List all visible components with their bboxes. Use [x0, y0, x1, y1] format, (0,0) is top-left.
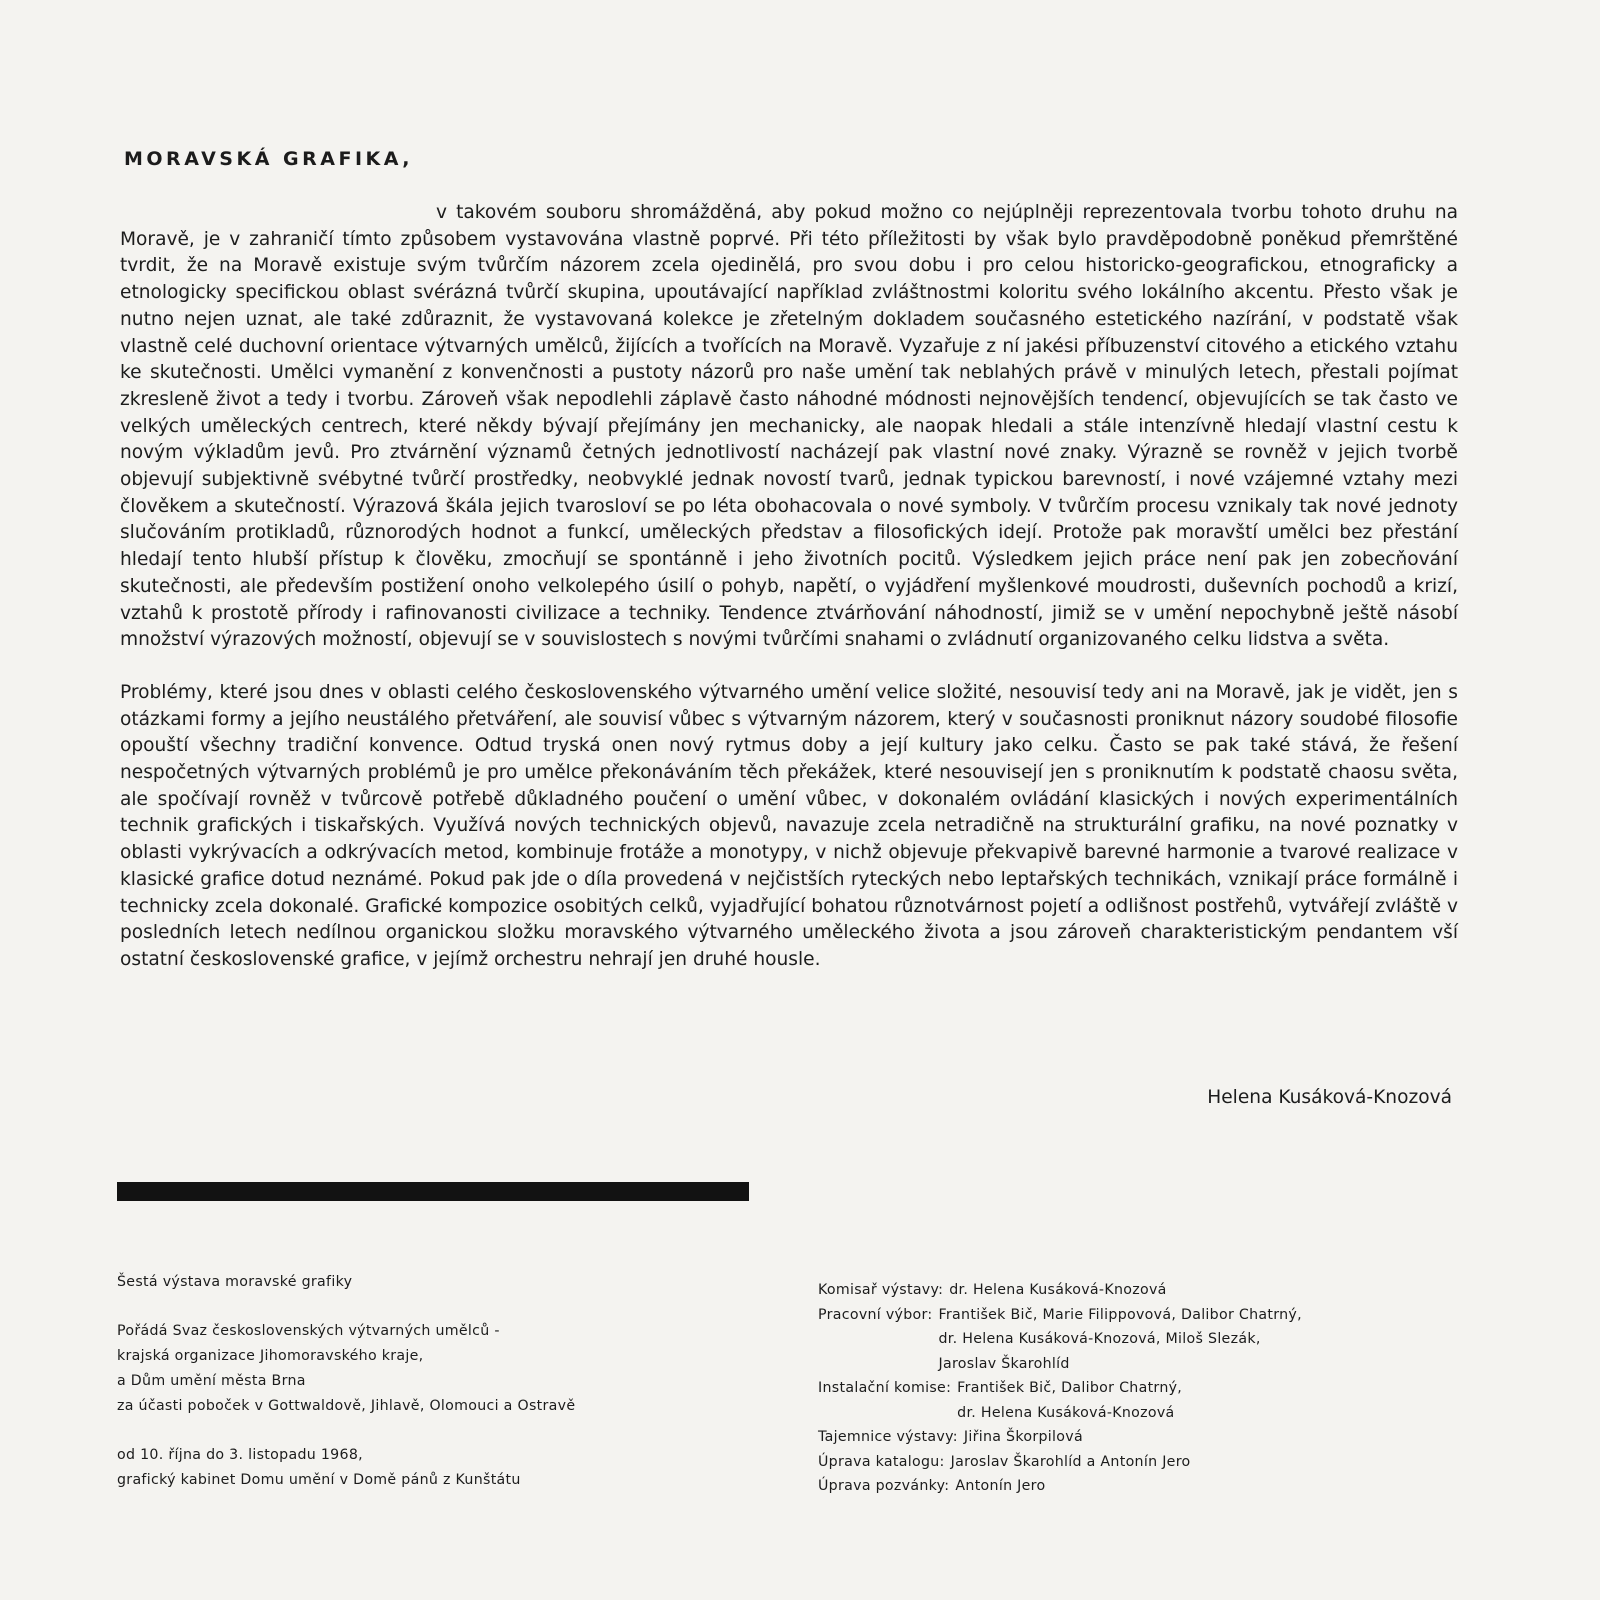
section-divider-bar: [117, 1182, 749, 1201]
exhibition-dates: od 10. října do 3. listopadu 1968,: [117, 1447, 363, 1463]
credit-value: František Bič, Dalibor Chatrný,: [957, 1380, 1183, 1396]
organizer-line: krajská organizace Jihomoravského kraje,: [117, 1348, 424, 1364]
exhibition-venue: grafický kabinet Domu umění v Domě pánů z Kunštátu: [117, 1472, 521, 1488]
credit-label: Komisař výstavy:: [818, 1282, 944, 1298]
organizer-line: za účasti poboček v Gottwaldově, Jihlavě, Olomouci a Ostravě: [117, 1398, 576, 1414]
credit-label: Úprava pozvánky:: [818, 1478, 950, 1494]
credit-value: Jiřina Škorpilová: [963, 1429, 1083, 1445]
credit-catalogue-design: [818, 1454, 1458, 1479]
credit-label: Pracovní výbor:: [818, 1306, 933, 1323]
credit-value: dr. Helena Kusáková-Knozová, Miloš Slezák,: [938, 1331, 1261, 1347]
organizer-line: Pořádá Svaz československých výtvarných umělců -: [117, 1323, 500, 1339]
credit-installation-committee: [818, 1380, 1458, 1429]
credit-label: Instalační komise:: [818, 1380, 952, 1396]
essay-paragraph-2: Problémy, které jsou dnes v oblasti celého československého výtvarného umění velice složité, nesouvisí tedy ani na Moravě, jak je vidět, jen s otázkami formy a jejího neustálého přetváření, ale souvisí vůbec s výtvarným názorem, který v současnosti proniknut názory soudobé filosofie opouští všechny tradiční konvence. Odtud tryská onen nový rytmus doby a její kultury jako celku. Často se pak také stává, že řešení nespočetných výtvarných problémů je pro umělce překonáváním těch překážek, které nesouvisejí jen s proniknutím k podstatě chaosu světa, ale spočívají rovněž v tvůrcově potřebě důkladného poučení o umění vůbec, v dokonalém ovládání klasických i nových experimentálních technik grafických i tiskařských. Využívá nových technických objevů, navazuje zcela netradičně na strukturální grafiku, na nové poznatky v oblasti vykrývacích a odkrývacích metod, kombinuje frotáže a monotypy, v nichž objevuje překvapivě barevné harmonie a tvarové realizace v klasické grafice dotud neznámé. Pokud pak jde o díla provedená v nejčistších ryteckých nebo leptařských technikách, vznikají práce formálně i technicky zcela dokonalé. Grafické kompozice osobitých celků, vyjadřující bohatou různotvárnost pojetí a odlišnost postřehů, vytvářejí zvláště v posledních letech nedílnou organickou složku moravského výtvarného uměleckého života a jsou zároveň charakteristickým pendantem vší ostatní československé grafice, v jejímž orchestru nehrají jen druhé housle.: [120, 681, 1458, 970]
credit-value: dr. Helena Kusáková-Knozová: [949, 1282, 1167, 1298]
credit-commissioner: [818, 1282, 1458, 1307]
exhibition-title: Šestá výstava moravské grafiky: [117, 1274, 353, 1290]
credits-list: [818, 1282, 1458, 1503]
credit-invitation-design: [818, 1478, 1458, 1503]
organizer-line: a Dům umění města Brna: [117, 1373, 306, 1389]
credit-value: František Bič, Marie Filippovová, Dalibor Chatrný,: [938, 1306, 1302, 1323]
credit-value: Jaroslav Škarohlíd: [938, 1355, 1070, 1372]
credit-secretary: [818, 1429, 1458, 1454]
credit-label: Tajemnice výstavy:: [818, 1429, 958, 1445]
credit-value: Antonín Jero: [955, 1478, 1046, 1494]
exhibition-info: [117, 1274, 737, 1497]
essay-paragraph-1: v takovém souboru shromážděná, aby pokud možno co nejúplněji reprezentovala tvorbu tohoto druhu na Moravě, je v zahraničí tímto způsobem vystavována vlastně poprvé. Při této příležitosti by však bylo pravděpodobně poněkud přemrštěné tvrdit, že na Moravě existuje svým tvůrčím názorem zcela ojedinělá, pro svou dobu i pro celou historicko-geografickou, etnograficky a etnologicky specifickou oblast svérázná tvůrčí skupina, upoutávající například zvláštnostmi koloritu svého lokálního akcentu. Přesto však je nutno nejen uznat, ale také zdůraznit, že vystavovaná kolekce je zřetelným dokladem současného estetického nazírání, v podstatě však vlastně celé duchovní orientace výtvarných umělců, žijících a tvořících na Moravě. Vyzařuje z ní jakési příbuzenství citového a etického vztahu ke skutečnosti. Umělci vymanění z konvenčnosti a pustoty názorů pro naše umění tak neblahých právě v minulých letech, přestali pojímat zkresleně život a tedy i tvorbu. Zároveň však nepodlehli záplavě často náhodné módnosti nejnovějších tendencí, objevujících se tak často ve velkých uměleckých centrech, které někdy bývají přejímány jen mechanicky, ale naopak hledali a stále intenzívně hledají vlastní cestu k novým výkladům jevů. Pro ztvárnění významů četných jednotlivostí nacházejí pak vlastní nové znaky. Výrazně se rovněž v jejich tvorbě objevují subjektivně svébytné tvůrčí prostředky, neobvyklé jednak novostí tvarů, jednak typickou barevností, i nové vzájemné vztahy mezi člověkem a skutečností. Výrazová škála jejich tvarosloví se po léta obohacovala o nové symboly. V tvůrčím procesu vznikaly tak nové jednoty slučováním protikladů, různorodých hodnot a funkcí, uměleckých představ a filosofických idejí. Protože pak moravští umělci bez přestání hledají tento hlubší přístup k člověku, zmocňují se spontánně i jeho životních pocitů. Výsledkem jejich práce není pak jen zobecňování skutečnosti, ale především postižení onoho velkolepého úsilí o pohyb, napětí, o vyjádření myšlenkové moudrosti, duševních pochodů a krizí, vztahů k prostotě přírody i rafinovanosti civilizace a techniky. Tendence ztvárňování náhodností, jimiž se v umění nepochybně ještě násobí množství výrazových možností, objevují se v souvislostech s novými tvůrčími snahami o zvládnutí organizovaného celku lidstva a světa.: [120, 202, 1458, 651]
page-title: MORAVSKÁ GRAFIKA,: [124, 148, 414, 170]
credit-working-committee: [818, 1307, 1458, 1381]
credit-value: Jaroslav Škarohlíd a Antonín Jero: [950, 1453, 1191, 1470]
credit-label: Úprava katalogu:: [818, 1453, 945, 1470]
essay-author: Helena Kusáková-Knozová: [1207, 1087, 1452, 1108]
essay-body: [120, 200, 1458, 974]
credit-value: dr. Helena Kusáková-Knozová: [957, 1404, 1175, 1421]
